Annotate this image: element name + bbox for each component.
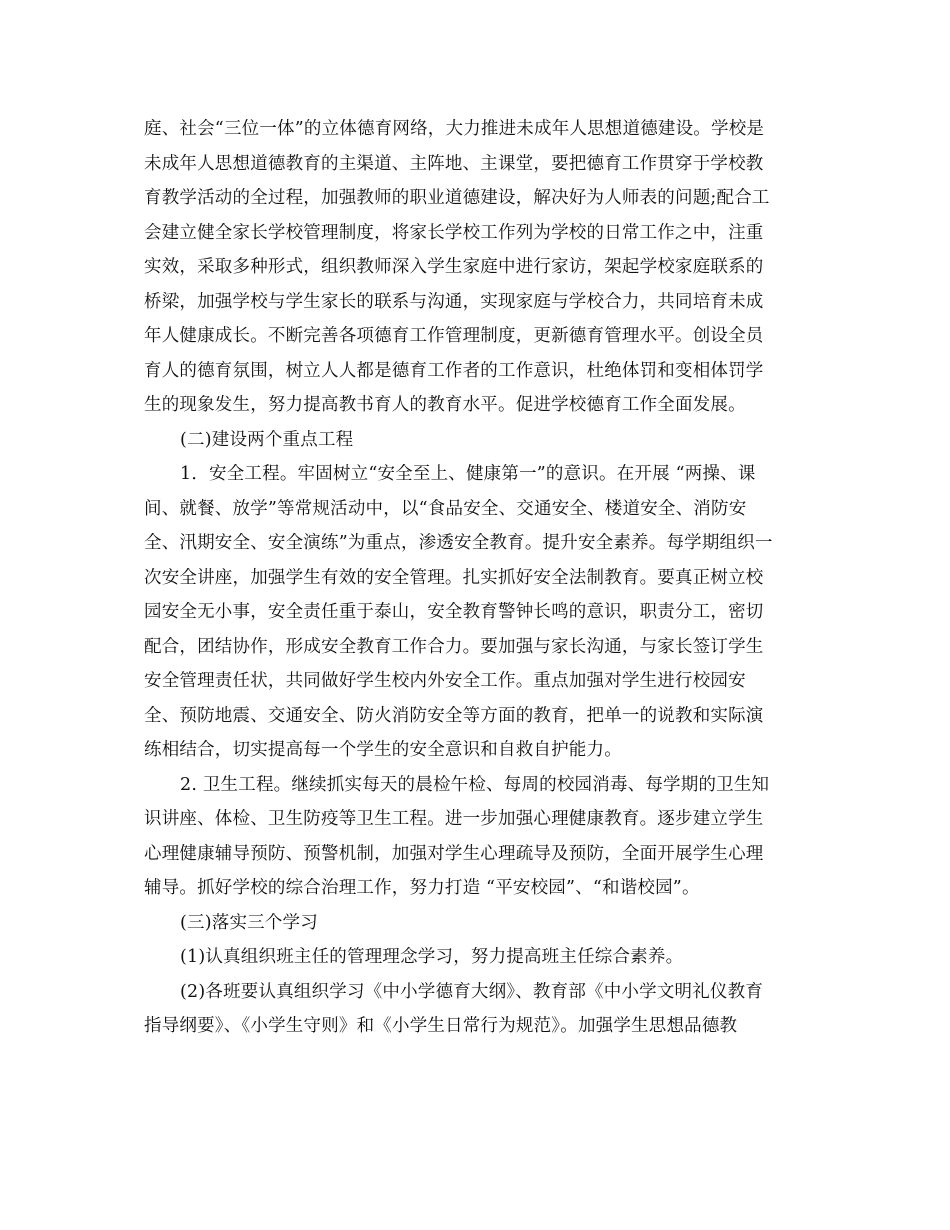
text-line: 练相结合，切实提高每一个学生的安全意识和自救自护能力。 (144, 740, 622, 760)
text-line: 年人健康成长。不断完善各项德育工作管理制度，更新德育管理水平。创设全员 (144, 326, 764, 346)
section-heading: (三)落实三个学习 (180, 912, 318, 933)
text-line: 实效，采取多种形式，组织教师深入学生家庭中进行家访，架起学校家庭联系的 (144, 257, 764, 277)
text-line: 庭、社会“三位一体”的立体德育网络，大力推进未成年人思想道德建设。学校是 (144, 119, 765, 139)
paragraph-start: 1．安全工程。牢固树立“安全至上、健康第一”的意识。在开展 “两操、课 (180, 464, 756, 484)
text-line: 安全管理责任状，共同做好学生校内外安全工作。重点加强对学生进行校园安 (144, 671, 746, 691)
text-line: 全、预防地震、交通安全、防火消防安全等方面的教育，把单一的说教和实际演 (144, 705, 764, 726)
text-line: 间、就餐、放学”等常规活动中，以“食品安全、交通安全、楼道安全、消防安 (144, 498, 747, 519)
text-line: 全、汛期安全、安全演练”为重点，渗透安全教育。提升安全素养。每学期组织一 (144, 533, 773, 553)
text-line: 次安全讲座，加强学生有效的安全管理。扎实抓好安全法制教育。要真正树立校 (144, 567, 764, 588)
paragraph-start: 2. 卫生工程。继续抓实每天的晨检午检、每周的校园消毒、每学期的卫生知 (180, 774, 770, 795)
text-line: 识讲座、体检、卫生防疫等卫生工程。进一步加强心理健康教育。逐步建立学生 (144, 809, 764, 829)
text-line: 育教学活动的全过程，加强教师的职业道德建设，解决好为人师表的问题;配合工 (144, 188, 770, 208)
text-line: 辅导。抓好学校的综合治理工作，努力打造 “平安校园”、“和谐校园”。 (144, 878, 700, 898)
text-line: 育人的德育氛围，树立人人都是德育工作者的工作意识，杜绝体罚和变相体罚学 (144, 360, 764, 381)
text-line: 配合，团结协作，形成安全教育工作合力。要加强与家长沟通，与家长签订学生 (144, 636, 764, 657)
section-heading: (二)建设两个重点工程 (180, 429, 354, 450)
paragraph-start: (2)各班要认真组织学习《中小学德育大纲》、教育部《中小学文明礼仪教育 (180, 981, 764, 1002)
paragraph-start: (1)认真组织班主任的管理理念学习，努力提高班主任综合素养。 (180, 947, 684, 967)
text-line: 园安全无小事，安全责任重于泰山，安全教育警钟长鸣的意识，职责分工，密切 (144, 602, 764, 622)
document-body (144, 112, 808, 1044)
text-line: 指导纲要》、《小学生守则》和《小学生日常行为规范》。加强学生思想品德教 (144, 1016, 738, 1036)
text-line: 心理健康辅导预防、预警机制，加强对学生心理疏导及预防，全面开展学生心理 (144, 843, 764, 864)
text-line: 会建立健全家长学校管理制度，将家长学校工作列为学校的日常工作之中，注重 (144, 222, 764, 243)
text-line: 未成年人思想道德教育的主渠道、主阵地、主课堂，要把德育工作贯穿于学校教 (144, 153, 764, 174)
text-line: 桥梁，加强学校与学生家长的联系与沟通，实现家庭与学校合力，共同培育未成 (144, 291, 764, 312)
text-line: 生的现象发生，努力提高教书育人的教育水平。促进学校德育工作全面发展。 (144, 395, 746, 415)
